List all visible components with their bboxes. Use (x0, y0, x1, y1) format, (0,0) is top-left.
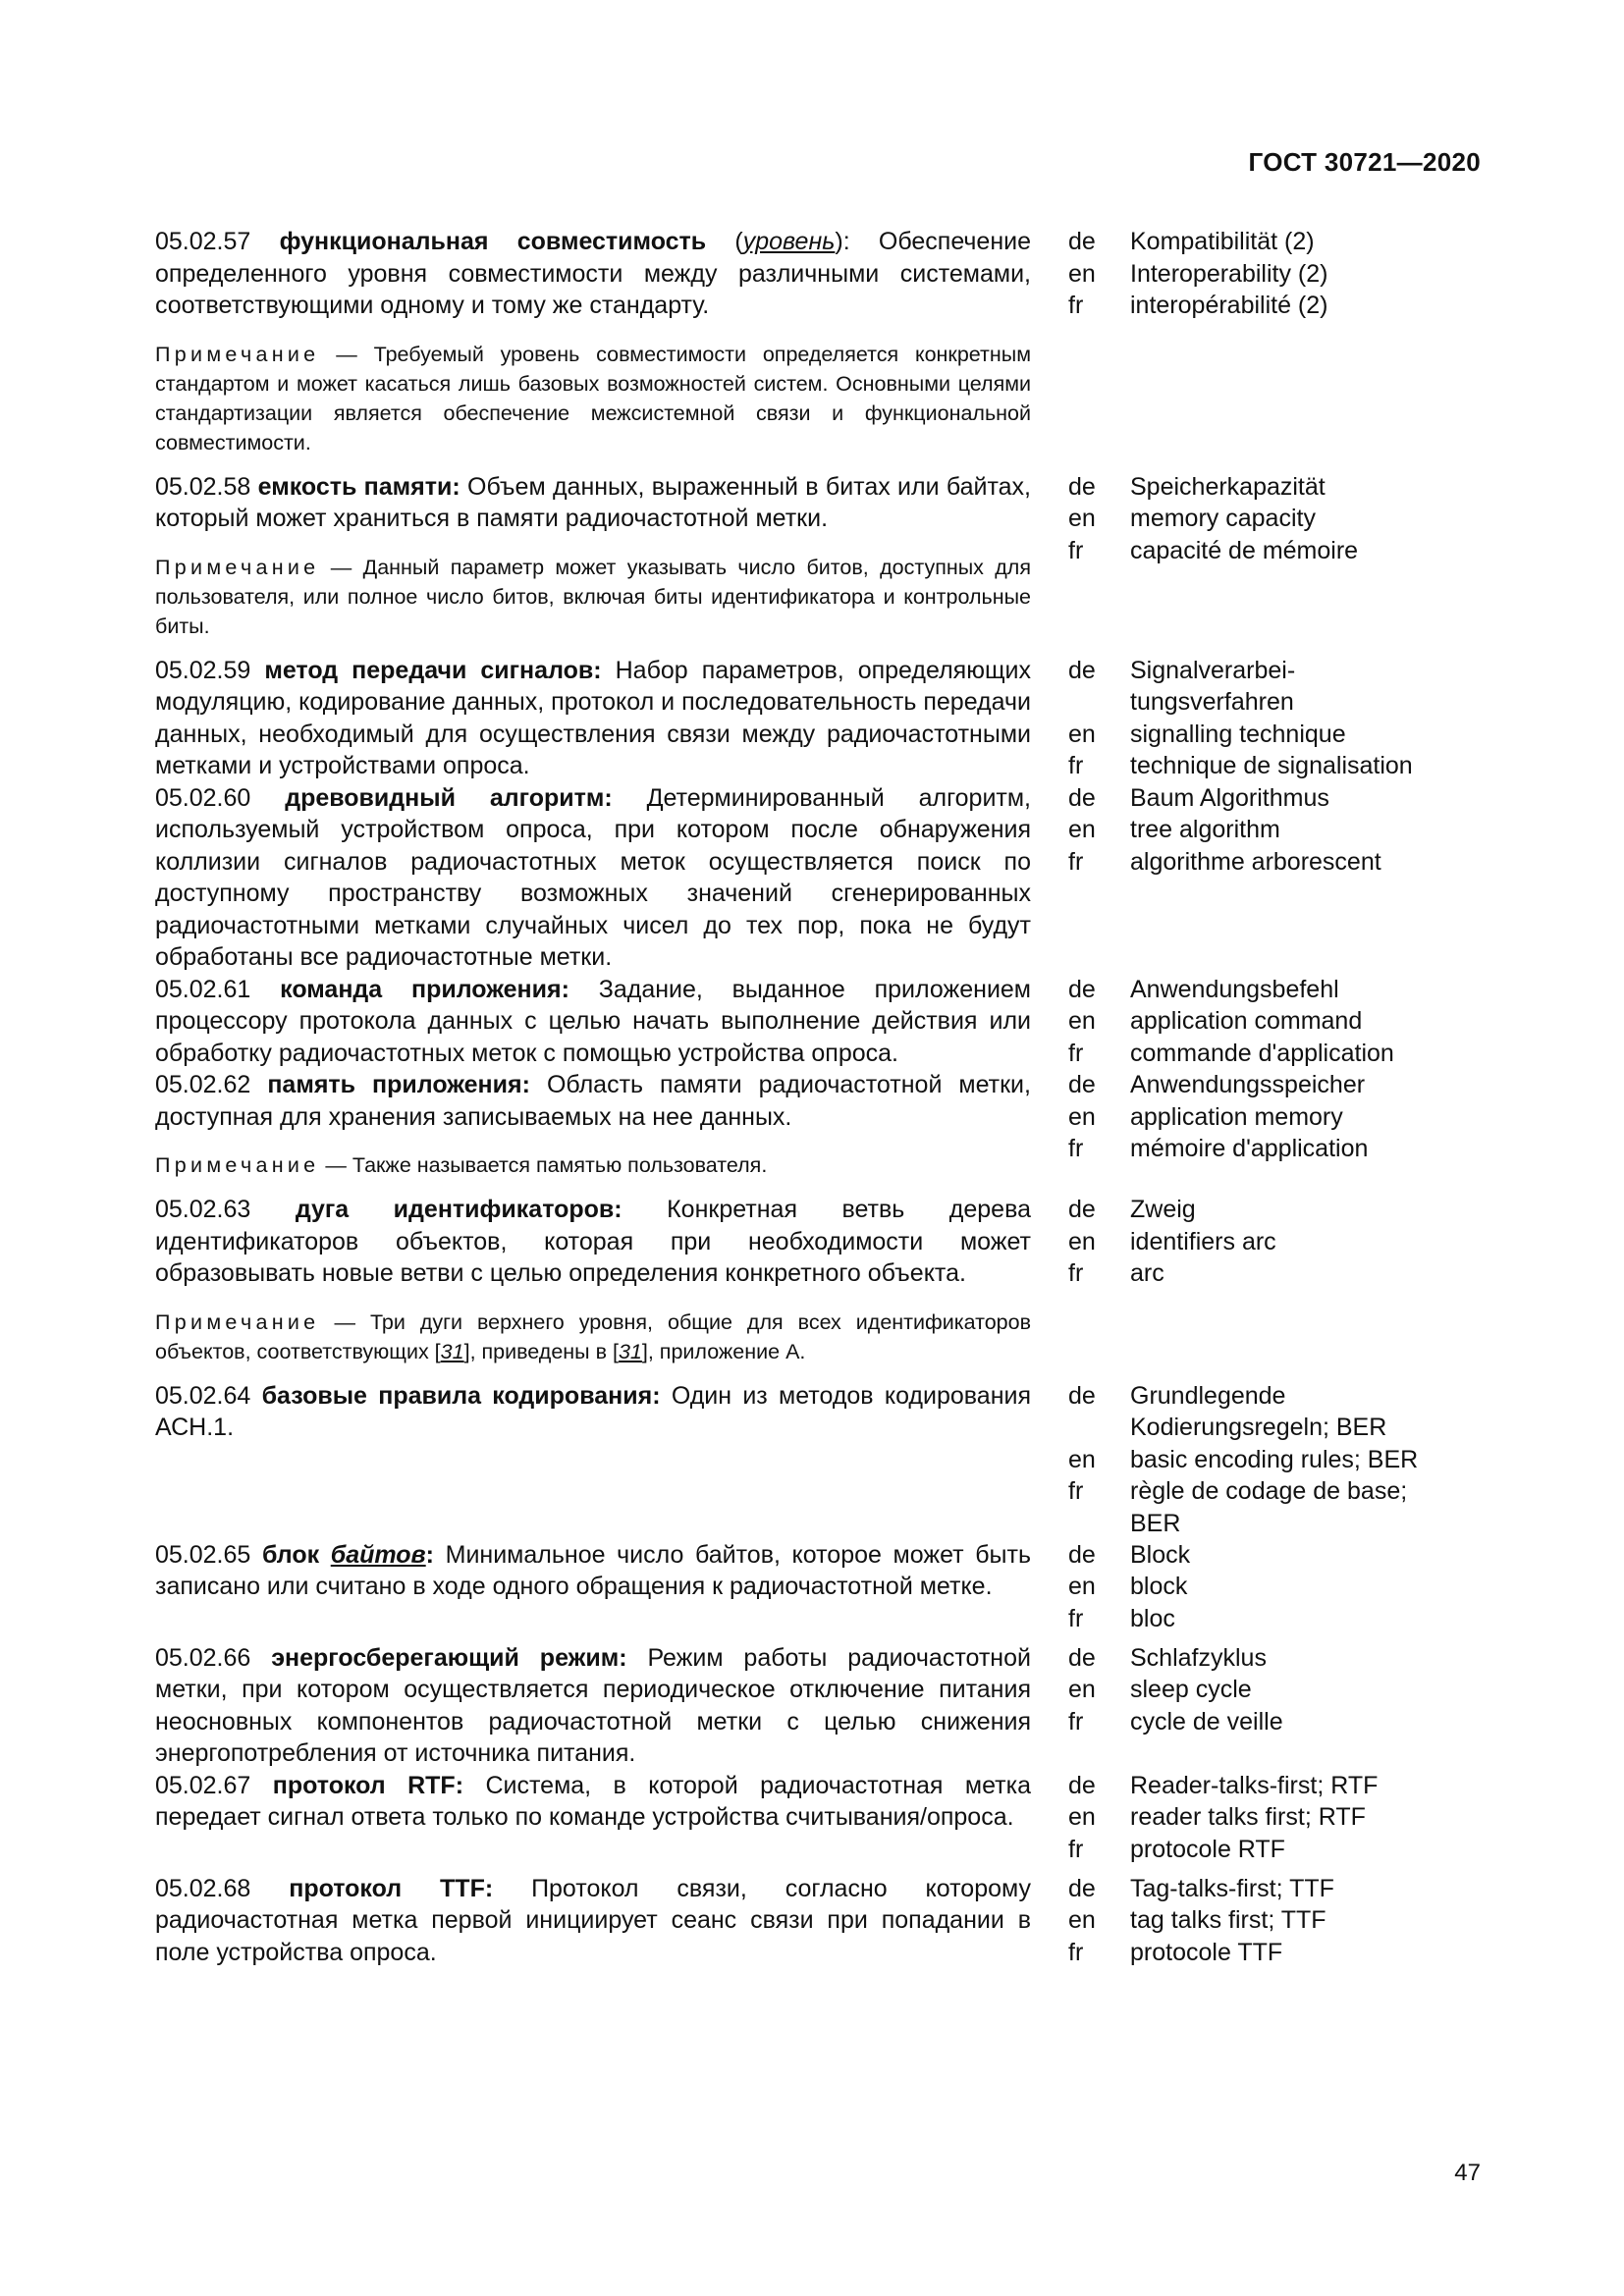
term-name: метод передачи сигналов: (264, 656, 602, 684)
translation-de: de Anwendungsspeicher (1068, 1071, 1366, 1098)
translation-en: en basic encoding rules; BER (1068, 1445, 1419, 1473)
translation-de: de Schlafzyklus (1068, 1643, 1267, 1672)
definition-block (155, 782, 1031, 974)
translation-fr: fr technique de signalisation (1068, 752, 1413, 779)
note-label: Примечание (155, 555, 320, 579)
translation-fr: fr protocole RTF (1068, 1835, 1285, 1863)
definition-text: 05.02.61 команда приложения: Задание, выданное приложением процессору протокола данных с целью начать выполнение действия или обработку радиочастотных меток с помощью устройства опроса. (155, 975, 1031, 1067)
translation-en: en memory capacity (1068, 505, 1316, 532)
definition-block (155, 1873, 1031, 1969)
translations (1068, 1380, 1490, 1540)
term-entry-05-02-61 (155, 974, 1481, 1070)
definition-text: 05.02.60 древовидный алгоритм: Детерминированный алгоритм, используемый устройством опроса, при котором после обнаружения коллизии сигналов радиочастотных меток осуществляется поиск по доступному пространству возможных значений сгенерированных радиочастотными метками случайных чисел до тех пор, пока не будут обработаны все радиочастотные метки. (155, 783, 1032, 971)
translation-de-cont: tungsverfahren (1130, 688, 1294, 716)
definition-block (155, 1539, 1031, 1603)
definition-block (155, 1770, 1031, 1834)
translation-fr: fr interopérabilité (2) (1068, 292, 1328, 319)
translations (1068, 226, 1490, 322)
term-name: блок (261, 1540, 320, 1569)
translation-de: de Reader-talks-first; RTF (1068, 1771, 1379, 1799)
translations (1068, 1194, 1490, 1290)
term-entries (155, 226, 1481, 1968)
translations (1068, 782, 1490, 879)
translation-en: en application command (1068, 1007, 1363, 1035)
translations (1068, 1539, 1490, 1635)
translation-de: de Block (1068, 1540, 1191, 1569)
note: Примечание — Три дуги верхнего уровня, общие для всех идентификаторов объектов, соответствующих [31], приведены в [31], приложение А. (155, 1309, 1032, 1363)
definition-text: 05.02.66 энергосберегающий режим: Режим работы радиочастотной метки, при котором осуществляется периодическое отключение питания неосновных компонентов радиочастотной метки с целью снижения энергопотребления от источника питания. (155, 1643, 1031, 1767)
definition-text: 05.02.68 протокол TTF: Протокол связи, согласно которому радиочастотная метка первой инициирует сеанс связи при попадании в поле устройства опроса. (155, 1874, 1031, 1966)
term-entry-05-02-57 (155, 226, 1481, 457)
definition-text: 05.02.65 блок байтов: Минимальное число байтов, которое может быть записано или считано в ходе одного обращения к радиочастотной метке. (155, 1540, 1031, 1600)
translations (1068, 1069, 1490, 1165)
term-name: команда приложения: (280, 975, 569, 1003)
translation-en: en tree algorithm (1068, 816, 1280, 843)
term-entry-05-02-58 (155, 471, 1481, 641)
definition-text: 05.02.63 дуга идентификаторов: Конкретная ветвь дерева идентификаторов объектов, которая при необходимости может образовывать новые ветви с целью определения конкретного объекта. (155, 1196, 1031, 1287)
translation-fr: fr capacité de mémoire (1068, 536, 1359, 564)
translations (1068, 1873, 1490, 1969)
translation-fr: fr bloc (1068, 1604, 1175, 1632)
translation-de: de Grundlegende (1068, 1381, 1286, 1410)
note-label: Примечание (155, 1309, 320, 1334)
term-name: протокол RTF: (272, 1771, 464, 1799)
term-name: базовые правила кодирования: (261, 1381, 661, 1410)
term-entry-05-02-65 (155, 1539, 1481, 1642)
term-entry-05-02-60 (155, 782, 1481, 974)
definition-text: 05.02.58 емкость памяти: Объем данных, выраженный в битах или байтах, который может храниться в памяти радиочастотной метки. (155, 472, 1031, 532)
translation-fr: fr algorithme arborescent (1068, 847, 1381, 876)
translation-fr: fr cycle de veille (1068, 1707, 1283, 1735)
translation-fr: fr arc (1068, 1259, 1164, 1287)
translation-fr: fr règle de codage de base; (1068, 1477, 1408, 1505)
translation-en: en Interoperability (2) (1068, 259, 1328, 288)
term-qualifier: уровень (742, 228, 836, 255)
translation-fr: fr commande d'application (1068, 1039, 1394, 1067)
translation-de-cont: Kodierungsregeln; BER (1130, 1414, 1387, 1441)
translation-fr: fr protocole TTF (1068, 1938, 1283, 1966)
definition-text: 05.02.64 базовые правила кодирования: Один из методов кодирования АСН.1. (155, 1381, 1032, 1441)
bibliography-reference[interactable]: 31 (440, 1339, 464, 1363)
translation-de: de Signalverarbei- (1068, 656, 1296, 684)
note: Примечание — Данный параметр может указывать число битов, доступных для пользователя, или полное число битов, включая биты идентификатора и контрольные биты. (155, 555, 1031, 638)
definition-block (155, 1380, 1031, 1444)
definition-text: 05.02.57 функциональная совместимость (уровень): Обеспечение определенного уровня совместимости между различными системами, соответствующими одному и тому же стандарту. (155, 228, 1032, 319)
term-name: энергосберегающий режим: (271, 1643, 627, 1672)
translation-de: de Speicherkapazität (1068, 472, 1326, 501)
translation-fr-cont: BER (1130, 1509, 1181, 1537)
translations (1068, 1642, 1490, 1738)
definition-block (155, 471, 1031, 641)
translation-en: en identifiers arc (1068, 1227, 1276, 1255)
translation-en: en sleep cycle (1068, 1676, 1252, 1703)
translations (1068, 471, 1490, 567)
definition-block (155, 226, 1031, 457)
translation-en: en reader talks first; RTF (1068, 1803, 1366, 1831)
note: Примечание — Также называется памятью пользователя. (155, 1153, 768, 1177)
translations (1068, 974, 1490, 1070)
term-entry-05-02-62 (155, 1069, 1481, 1180)
bibliography-reference[interactable]: 31 (618, 1339, 642, 1363)
translation-en: en signalling technique (1068, 720, 1346, 748)
term-name: функциональная совместимость (279, 228, 707, 255)
term-entry-05-02-68 (155, 1873, 1481, 1969)
page-number: 47 (1454, 2160, 1481, 2186)
translation-de: de Tag-talks-first; TTF (1068, 1874, 1334, 1902)
translations (1068, 1770, 1490, 1866)
note-label: Примечание (155, 1153, 320, 1177)
definition-block (155, 1642, 1031, 1770)
note: Примечание — Требуемый уровень совместимости определяется конкретным стандартом и может касаться лишь базовых возможностей систем. Основными целями стандартизации является обеспечение межсистемной связи и функциональной совместимости. (155, 342, 1031, 454)
term-name: протокол TTF: (289, 1874, 494, 1902)
translation-en: en block (1068, 1573, 1188, 1600)
term-entry-05-02-63 (155, 1194, 1481, 1366)
translation-fr: fr mémoire d'application (1068, 1135, 1369, 1162)
term-name: память приложения: (267, 1071, 530, 1098)
term-entry-05-02-64 (155, 1380, 1481, 1539)
definition-text: 05.02.59 метод передачи сигналов: Набор параметров, определяющих модуляцию, кодирование данных, протокол и последовательность передачи данных, необходимый для осуществления связи между радиочастотными метками и устройствами опроса. (155, 656, 1031, 779)
translation-de: de Anwendungsbefehl (1068, 975, 1339, 1003)
translation-de: de Zweig (1068, 1196, 1196, 1223)
definition-text: 05.02.62 память приложения: Область памяти радиочастотной метки, доступная для хранения записываемых на нее данных. (155, 1071, 1031, 1131)
translation-de: de Baum Algorithmus (1068, 783, 1329, 812)
definition-text: 05.02.67 протокол RTF: Система, в которой радиочастотная метка передает сигнал ответа только по команде устройства считывания/опроса. (155, 1771, 1031, 1831)
term-name: дуга идентификаторов: (295, 1196, 623, 1223)
translation-en: en tag talks first; TTF (1068, 1906, 1326, 1934)
definition-block (155, 655, 1031, 782)
term-entry-05-02-66 (155, 1642, 1481, 1770)
term-name: древовидный алгоритм: (285, 783, 613, 812)
translation-de: de Kompatibilität (2) (1068, 228, 1315, 255)
term-entry-05-02-67 (155, 1770, 1481, 1873)
translation-en: en application memory (1068, 1102, 1343, 1131)
term-name: емкость памяти: (257, 472, 460, 501)
term-entry-05-02-59 (155, 655, 1481, 782)
definition-block (155, 1069, 1031, 1180)
definition-block (155, 974, 1031, 1070)
definition-block (155, 1194, 1031, 1366)
term-name-underlined: байтов (330, 1540, 426, 1569)
translations (1068, 655, 1490, 782)
note-label: Примечание (155, 342, 320, 366)
document-header: ГОСТ 30721—2020 (1248, 147, 1481, 177)
